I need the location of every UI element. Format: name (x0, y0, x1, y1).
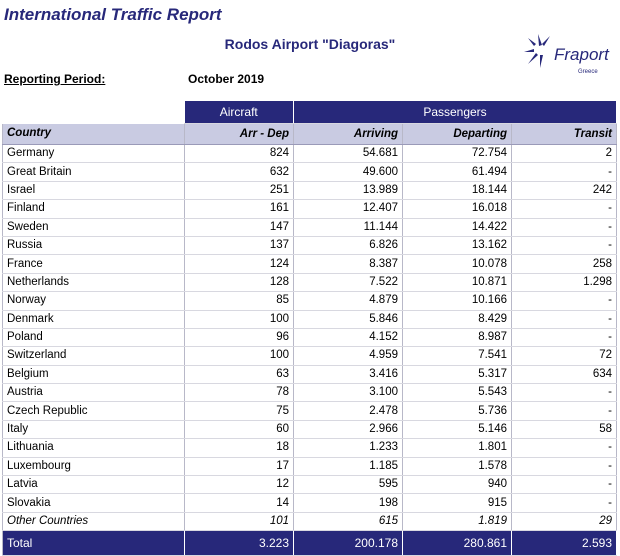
departing-cell: 72.754 (403, 145, 512, 163)
transit-cell: - (512, 236, 617, 254)
logo-text: Fraport (554, 45, 609, 64)
departing-cell: 13.162 (403, 236, 512, 254)
arriving-cell: 615 (294, 512, 403, 530)
airport-name: Rodos Airport "Diagoras" (224, 36, 396, 52)
departing-cell: 61.494 (403, 163, 512, 181)
arriving-cell: 4.879 (294, 292, 403, 310)
departing-cell: 8.429 (403, 310, 512, 328)
arr-dep-cell: 101 (185, 512, 294, 530)
arr-dep-column-header: Arr - Dep (185, 124, 294, 145)
table-row (3, 476, 617, 494)
departing-cell: 8.987 (403, 328, 512, 346)
departing-column-header: Departing (403, 124, 512, 145)
passengers-group-header: Passengers (294, 101, 617, 124)
country-cell: Germany (3, 145, 185, 163)
departing-cell: 10.078 (403, 255, 512, 273)
transit-cell: - (512, 384, 617, 402)
table-row (3, 512, 617, 530)
arriving-cell: 11.144 (294, 218, 403, 236)
transit-cell: - (512, 328, 617, 346)
total-row (3, 531, 617, 556)
table-row (3, 420, 617, 438)
country-cell: Austria (3, 384, 185, 402)
table-row (3, 181, 617, 199)
departing-cell: 1.801 (403, 439, 512, 457)
fraport-logo (520, 30, 616, 76)
table-row (3, 292, 617, 310)
arr-dep-cell: 147 (185, 218, 294, 236)
transit-cell: - (512, 163, 617, 181)
arr-dep-cell: 128 (185, 273, 294, 291)
arr-dep-cell: 60 (185, 420, 294, 438)
departing-cell: 14.422 (403, 218, 512, 236)
country-cell: Italy (3, 420, 185, 438)
country-cell: Norway (3, 292, 185, 310)
arr-dep-cell: 12 (185, 476, 294, 494)
transit-cell: - (512, 439, 617, 457)
arr-dep-cell: 824 (185, 145, 294, 163)
transit-cell: 242 (512, 181, 617, 199)
arriving-cell: 13.989 (294, 181, 403, 199)
aircraft-group-header: Aircraft (185, 101, 294, 124)
column-header-row (3, 124, 617, 145)
group-header-row (3, 101, 617, 124)
departing-cell: 940 (403, 476, 512, 494)
table-row (3, 218, 617, 236)
country-cell: Israel (3, 181, 185, 199)
arr-dep-cell: 18 (185, 439, 294, 457)
transit-cell: - (512, 494, 617, 512)
table-row (3, 145, 617, 163)
country-cell: Denmark (3, 310, 185, 328)
departing-cell: 5.146 (403, 420, 512, 438)
transit-cell: 58 (512, 420, 617, 438)
arriving-cell: 4.959 (294, 347, 403, 365)
arriving-cell: 595 (294, 476, 403, 494)
country-cell: Luxembourg (3, 457, 185, 475)
transit-cell: 72 (512, 347, 617, 365)
transit-cell: 29 (512, 512, 617, 530)
total-departing: 280.861 (403, 531, 512, 556)
departing-cell: 1.578 (403, 457, 512, 475)
country-column-header: Country (3, 124, 185, 145)
arriving-cell: 3.100 (294, 384, 403, 402)
arr-dep-cell: 63 (185, 365, 294, 383)
total-label: Total (3, 531, 185, 556)
transit-cell: - (512, 476, 617, 494)
arriving-cell: 12.407 (294, 200, 403, 218)
departing-cell: 10.166 (403, 292, 512, 310)
table-row (3, 273, 617, 291)
table-row (3, 163, 617, 181)
country-cell: Other Countries (3, 512, 185, 530)
country-cell: Sweden (3, 218, 185, 236)
table-row (3, 439, 617, 457)
transit-cell: - (512, 402, 617, 420)
departing-cell: 5.317 (403, 365, 512, 383)
arr-dep-cell: 17 (185, 457, 294, 475)
transit-cell: 258 (512, 255, 617, 273)
country-cell: Latvia (3, 476, 185, 494)
table-row (3, 236, 617, 254)
arr-dep-cell: 251 (185, 181, 294, 199)
transit-cell: 1.298 (512, 273, 617, 291)
departing-cell: 10.871 (403, 273, 512, 291)
country-cell: France (3, 255, 185, 273)
table-row (3, 494, 617, 512)
country-cell: Belgium (3, 365, 185, 383)
arriving-cell: 198 (294, 494, 403, 512)
arr-dep-cell: 161 (185, 200, 294, 218)
arriving-cell: 4.152 (294, 328, 403, 346)
table-row (3, 457, 617, 475)
table-row (3, 402, 617, 420)
arriving-cell: 1.185 (294, 457, 403, 475)
arr-dep-cell: 100 (185, 310, 294, 328)
report-title: International Traffic Report (4, 5, 222, 24)
transit-cell: 634 (512, 365, 617, 383)
departing-cell: 915 (403, 494, 512, 512)
table-row (3, 384, 617, 402)
arr-dep-cell: 75 (185, 402, 294, 420)
country-cell: Poland (3, 328, 185, 346)
transit-cell: - (512, 292, 617, 310)
country-cell: Russia (3, 236, 185, 254)
arr-dep-cell: 85 (185, 292, 294, 310)
transit-cell: - (512, 457, 617, 475)
arriving-cell: 8.387 (294, 255, 403, 273)
arr-dep-cell: 137 (185, 236, 294, 254)
transit-cell: - (512, 200, 617, 218)
transit-column-header: Transit (512, 124, 617, 145)
arriving-cell: 2.966 (294, 420, 403, 438)
arriving-cell: 2.478 (294, 402, 403, 420)
traffic-table (2, 101, 617, 556)
transit-cell: - (512, 218, 617, 236)
departing-cell: 7.541 (403, 347, 512, 365)
total-transit: 2.593 (512, 531, 617, 556)
logo-subtext: Greece (578, 69, 598, 75)
country-cell: Switzerland (3, 347, 185, 365)
country-cell: Lithuania (3, 439, 185, 457)
arriving-cell: 6.826 (294, 236, 403, 254)
arriving-cell: 1.233 (294, 439, 403, 457)
departing-cell: 18.144 (403, 181, 512, 199)
arr-dep-cell: 14 (185, 494, 294, 512)
arriving-cell: 54.681 (294, 145, 403, 163)
table-row (3, 365, 617, 383)
total-arriving: 200.178 (294, 531, 403, 556)
reporting-period-label: Reporting Period: (4, 72, 106, 86)
table-row (3, 200, 617, 218)
arriving-column-header: Arriving (294, 124, 403, 145)
country-cell: Slovakia (3, 494, 185, 512)
country-cell: Netherlands (3, 273, 185, 291)
transit-cell: 2 (512, 145, 617, 163)
total-arr-dep: 3.223 (185, 531, 294, 556)
arr-dep-cell: 96 (185, 328, 294, 346)
arr-dep-cell: 78 (185, 384, 294, 402)
reporting-period-value: October 2019 (188, 72, 265, 86)
departing-cell: 1.819 (403, 512, 512, 530)
arriving-cell: 5.846 (294, 310, 403, 328)
table-row (3, 255, 617, 273)
table-body (3, 145, 617, 531)
arr-dep-cell: 100 (185, 347, 294, 365)
table-row (3, 347, 617, 365)
departing-cell: 5.543 (403, 384, 512, 402)
arr-dep-cell: 124 (185, 255, 294, 273)
arr-dep-cell: 632 (185, 163, 294, 181)
country-cell: Finland (3, 200, 185, 218)
departing-cell: 5.736 (403, 402, 512, 420)
arriving-cell: 49.600 (294, 163, 403, 181)
country-cell: Great Britain (3, 163, 185, 181)
arriving-cell: 7.522 (294, 273, 403, 291)
country-cell: Czech Republic (3, 402, 185, 420)
transit-cell: - (512, 310, 617, 328)
departing-cell: 16.018 (403, 200, 512, 218)
table-row (3, 328, 617, 346)
arriving-cell: 3.416 (294, 365, 403, 383)
table-row (3, 310, 617, 328)
